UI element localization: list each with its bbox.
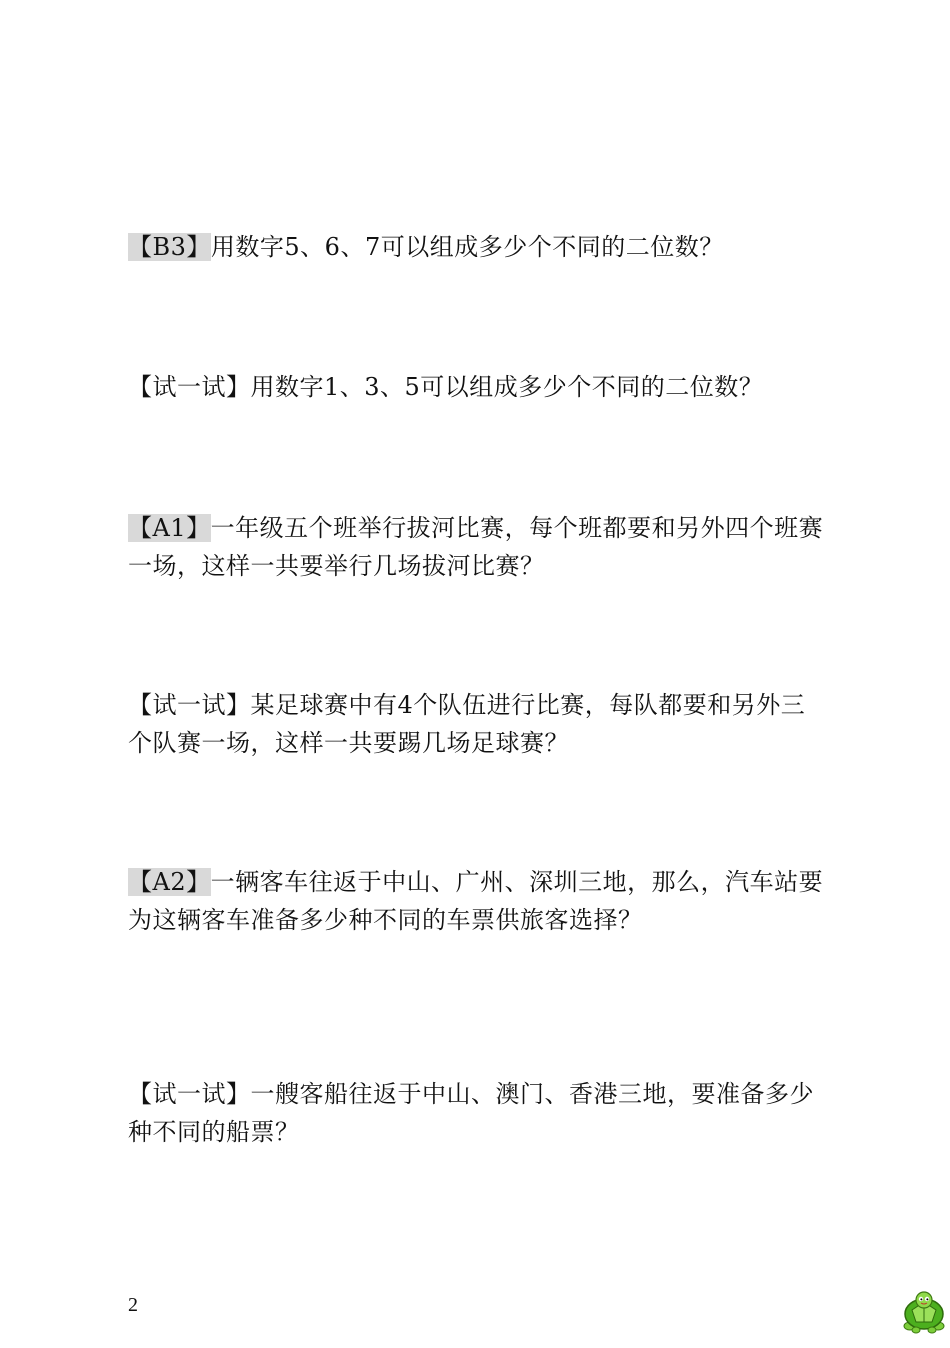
problem-text: 一艘客船往返于中山、澳门、香港三地，要准备多少种不同的船票？ [128, 1080, 814, 1146]
problem-tag: 【试一试】 [128, 691, 251, 719]
problem-tag: 【A2】 [128, 868, 211, 896]
problem-text: 某足球赛中有4个队伍进行比赛，每队都要和另外三个队赛一场，这样一共要踢几场足球赛？ [128, 691, 806, 757]
problem-try-3 [128, 1075, 828, 1151]
problem-try-1 [128, 368, 828, 406]
problem-tag: 【B3】 [128, 233, 211, 261]
problem-try-2 [128, 686, 828, 762]
problem-tag: 【试一试】 [128, 373, 251, 401]
problem-text: 用数字1、3、5可以组成多少个不同的二位数？ [250, 373, 764, 401]
problem-tag: 【A1】 [128, 514, 211, 542]
problem-tag: 【试一试】 [128, 1080, 251, 1108]
problem-text: 一辆客车往返于中山、广州、深圳三地，那么，汽车站要为这辆客车准备多少种不同的车票供旅客选择？ [128, 868, 824, 934]
problem-text: 用数字5、6、7可以组成多少个不同的二位数？ [210, 233, 724, 261]
problem-a1 [128, 509, 828, 585]
turtle-icon [900, 1288, 948, 1336]
problem-a2 [128, 863, 828, 939]
problem-b3 [128, 228, 828, 266]
problem-text: 一年级五个班举行拔河比赛，每个班都要和另外四个班赛一场，这样一共要举行几场拔河比赛？ [128, 514, 824, 580]
page-number: 2 [128, 1294, 138, 1316]
